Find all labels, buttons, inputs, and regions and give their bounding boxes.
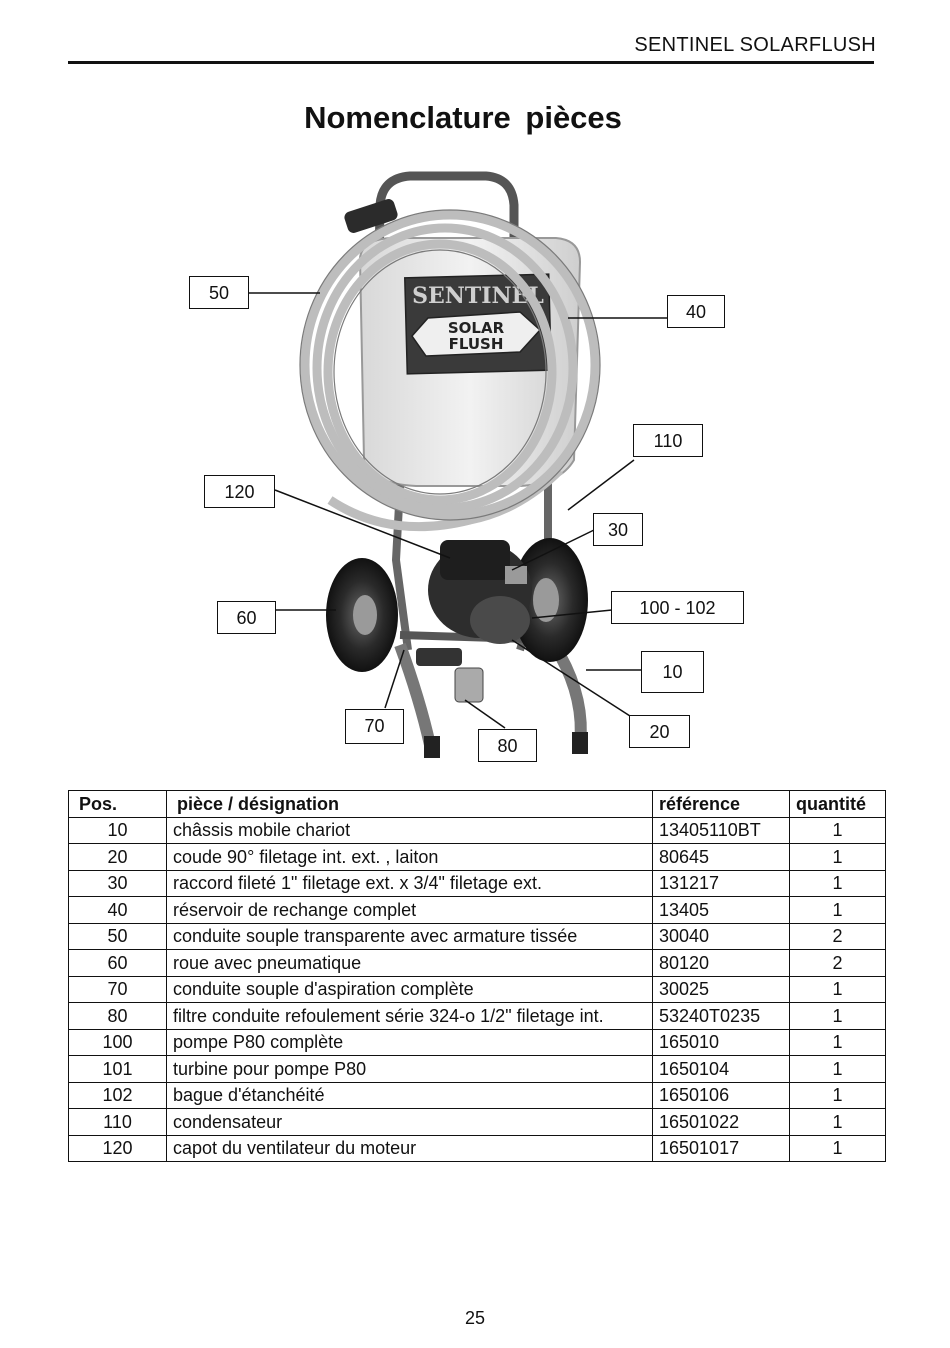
cell-reference: 30040 (653, 923, 790, 950)
cell-pos: 40 (69, 897, 167, 924)
cell-reference: 16501022 (653, 1109, 790, 1136)
callout-60: 60 (217, 601, 276, 634)
callout-20: 20 (629, 715, 690, 748)
logo-sentinel-text: SENTINEL (412, 283, 544, 309)
logo-solar-text: SOLAR (447, 319, 505, 337)
callout-40: 40 (667, 295, 725, 328)
parts-table-header (69, 791, 886, 818)
cell-designation: filtre conduite refoulement série 324-o 1/2" filetage int. (167, 1003, 653, 1030)
cell-reference: 53240T0235 (653, 1003, 790, 1030)
callout-100-102: 100 - 102 (611, 591, 744, 624)
table-row (69, 870, 886, 897)
cell-pos: 70 (69, 976, 167, 1003)
parts-table (68, 790, 886, 1162)
col-header-reference: référence (653, 791, 790, 818)
cell-quantity: 2 (790, 950, 886, 977)
cell-quantity: 1 (790, 1029, 886, 1056)
cell-reference: 1650104 (653, 1056, 790, 1083)
cell-quantity: 2 (790, 923, 886, 950)
cell-designation: coude 90° filetage int. ext. , laiton (167, 844, 653, 871)
page-number: 25 (464, 1308, 486, 1328)
table-row (69, 1109, 886, 1136)
table-row (69, 817, 886, 844)
callout-120: 120 (204, 475, 275, 508)
page-title: Nomenclature pièces (304, 100, 622, 135)
cell-pos: 10 (69, 817, 167, 844)
cell-designation: pompe P80 complète (167, 1029, 653, 1056)
cell-designation: turbine pour pompe P80 (167, 1056, 653, 1083)
motor-pump (416, 540, 532, 702)
table-row (69, 1135, 886, 1162)
cell-pos: 60 (69, 950, 167, 977)
cell-designation: capot du ventilateur du moteur (167, 1135, 653, 1162)
header-brand: SENTINEL SOLARFLUSH (634, 34, 876, 56)
cell-quantity: 1 (790, 870, 886, 897)
table-row (69, 897, 886, 924)
callout-80: 80 (478, 729, 537, 762)
cell-quantity: 1 (790, 844, 886, 871)
cell-designation: conduite souple transparente avec armature tissée (167, 923, 653, 950)
logo-flush-text: FLUSH (448, 335, 504, 353)
cell-quantity: 1 (790, 1135, 886, 1162)
col-header-quantity: quantité (790, 791, 886, 818)
table-row (69, 1029, 886, 1056)
cell-quantity: 1 (790, 976, 886, 1003)
cell-reference: 13405110BT (653, 817, 790, 844)
cell-reference: 30025 (653, 976, 790, 1003)
cell-reference: 1650106 (653, 1082, 790, 1109)
cell-quantity: 1 (790, 1003, 886, 1030)
cell-reference: 13405 (653, 897, 790, 924)
table-row (69, 950, 886, 977)
cell-pos: 102 (69, 1082, 167, 1109)
callout-30: 30 (593, 513, 643, 546)
cell-reference: 165010 (653, 1029, 790, 1056)
col-header-designation: pièce / désignation (167, 791, 653, 818)
cell-pos: 80 (69, 1003, 167, 1030)
cell-pos: 101 (69, 1056, 167, 1083)
table-row (69, 976, 886, 1003)
callout-50: 50 (189, 276, 249, 309)
table-row (69, 844, 886, 871)
cell-pos: 50 (69, 923, 167, 950)
cell-reference: 80120 (653, 950, 790, 977)
cell-quantity: 1 (790, 817, 886, 844)
table-row (69, 923, 886, 950)
cell-pos: 120 (69, 1135, 167, 1162)
cell-quantity: 1 (790, 1082, 886, 1109)
cell-pos: 30 (69, 870, 167, 897)
cell-pos: 100 (69, 1029, 167, 1056)
cell-pos: 110 (69, 1109, 167, 1136)
callout-10: 10 (641, 651, 704, 693)
callout-70: 70 (345, 709, 404, 744)
cell-designation: raccord fileté 1" filetage ext. x 3/4" filetage ext. (167, 870, 653, 897)
table-row (69, 1003, 886, 1030)
cell-reference: 16501017 (653, 1135, 790, 1162)
cell-designation: châssis mobile chariot (167, 817, 653, 844)
cell-designation: bague d'étanchéité (167, 1082, 653, 1109)
cell-designation: conduite souple d'aspiration complète (167, 976, 653, 1003)
cell-designation: réservoir de rechange complet (167, 897, 653, 924)
cell-quantity: 1 (790, 897, 886, 924)
table-row (69, 1056, 886, 1083)
table-row (69, 1082, 886, 1109)
cell-reference: 131217 (653, 870, 790, 897)
wheel-left (326, 558, 398, 672)
callout-110: 110 (633, 424, 703, 457)
cell-designation: roue avec pneumatique (167, 950, 653, 977)
cell-pos: 20 (69, 844, 167, 871)
cell-quantity: 1 (790, 1056, 886, 1083)
col-header-pos: Pos. (69, 791, 167, 818)
cell-reference: 80645 (653, 844, 790, 871)
cell-quantity: 1 (790, 1109, 886, 1136)
cell-designation: condensateur (167, 1109, 653, 1136)
